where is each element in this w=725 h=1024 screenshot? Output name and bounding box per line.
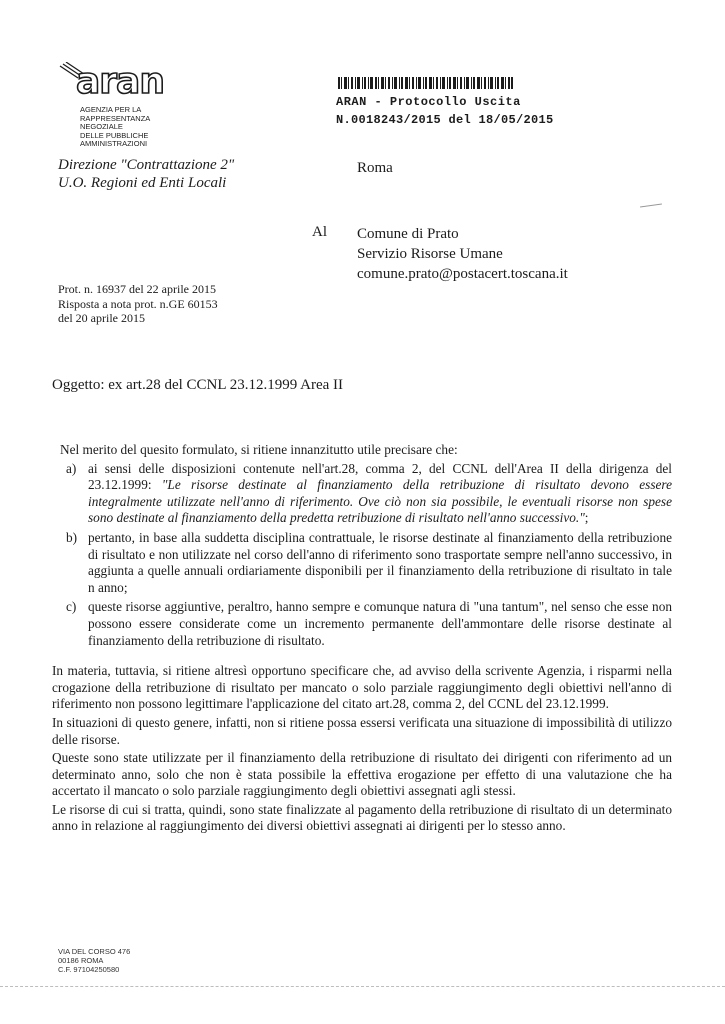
intro-paragraph: Nel merito del quesito formulato, si ritiene innanzitutto utile precisare che: (60, 442, 458, 457)
place: Roma (357, 160, 393, 176)
reply-reference: Risposta a nota prot. n.GE 60153 (58, 296, 218, 311)
body-paragraph: Le risorse di cui si tratta, quindi, sono state finalizzate al pagamento della retribuzione di risultato di un determinato anno in relazione al raggiungimento dei diversi obiettivi assegnati ai dirigenti per lo stesso anno. (52, 801, 672, 834)
list-item (52, 461, 672, 527)
footer-divider (0, 986, 725, 987)
logo-caption: AGENZIA PER LA RAPPRESENTANZA NEGOZIALE DELLE PUBBLICHE AMMINISTRAZIONI (80, 105, 151, 148)
unita-line: U.O. Regioni ed Enti Locali (58, 175, 227, 191)
body-paragraph: In situazioni di questo genere, infatti, non si ritiene possa essersi verificata una situazione di impossibilità di utilizzo delle risorse. (52, 714, 672, 747)
list-marker: a) (66, 460, 77, 476)
item-a-text: ai sensi delle disposizioni contenute nell'art.28, comma 2, del CCNL dell'Area II della dirigenza del 23.12.1999: (88, 460, 672, 493)
list-marker: c) (66, 599, 77, 615)
footer-street: VIA DEL CORSO 476 (58, 947, 131, 956)
aran-logo (58, 62, 188, 149)
footer-address (58, 947, 130, 974)
recipient-name: Comune di Prato (357, 226, 459, 242)
list-item-text: pertanto, in base alla suddetta disciplina contrattuale, le risorse destinate al finanziamento della retribuzione di risultato e non utilizzate nel corso dell'anno di riferimento sono trasportate sempre nell'anno successivo, in aggiunta a quelle annuali ordiariamente disponibili per il finanziamento della retribuzione di risultato in tale n anno; (88, 529, 672, 595)
sender-department (58, 156, 234, 192)
protocol-reference (58, 282, 218, 326)
list-item-text: queste risorse aggiuntive, peraltro, hanno sempre e comunque natura di "una tantum", nel senso che esse non possono essere considerate come un incremento permanente dell'ammontare delle risorse destinate al finanziamento della retribuzione di risultato. (88, 599, 672, 648)
protocol-number: Prot. n. 16937 del 22 aprile 2015 (58, 282, 216, 296)
recipient-email: comune.prato@postacert.toscana.it (357, 266, 568, 282)
stamp-number: N.0018243/2015 del 18/05/2015 (336, 113, 554, 127)
list-item (52, 530, 672, 596)
aran-logo-mark (58, 62, 168, 102)
item-a-quote: "Le risorse destinate al finanziamento della retribuzione di risultato devono essere integralmente utilizzate nell'anno di riferimento. Ove ciò non sia possibile, le eventuali risorse non spese sono destinate al finanziamento della predetta retribuzione di risultato nell'anno successivo." (88, 477, 672, 526)
list-item-text (88, 461, 672, 527)
direzione-line: Direzione "Contrattazione 2" (58, 157, 235, 173)
scan-mark (640, 203, 662, 207)
logo-wordmark: aran (76, 61, 164, 102)
footer-city: 00186 ROMA (58, 956, 104, 965)
recipient-office: Servizio Risorse Umane (357, 246, 503, 262)
list-marker: b) (66, 529, 78, 545)
body-paragraph: In materia, tuttavia, si ritiene altresì opportuno specificare che, ad avviso della scrivente Agenzia, i risparmi nella crogazione della retribuzione di risultato per mancato o solo parziale raggiungimento degli obiettivi nell'anno di riferimento non possono legittimare l'applicazione del citato art.28, comma 2, del CCNL del 23.12.1999. (52, 663, 672, 712)
reply-date: del 20 aprile 2015 (58, 311, 145, 325)
list-item (52, 599, 672, 649)
footer-tax-code: C.F. 97104250580 (58, 965, 120, 974)
item-a-end: ; (584, 510, 589, 526)
recipient-prefix: Al (312, 224, 327, 240)
recipient-address (357, 224, 568, 284)
subject-line: Oggetto: ex art.28 del CCNL 23.12.1999 Area II (52, 377, 344, 393)
body-paragraph: Queste sono state utilizzate per il finanziamento della retribuzione di risultato dei dirigenti con riferimento ad un determinato anno, solo che non è stata possibile la effettiva erogazione per effetto di una valutazione che ha accertato il mancato o solo parziale raggiungimento degli obiettivi assegnati agli stessi. (52, 750, 672, 799)
letter-body (52, 442, 672, 835)
barcode-icon (338, 77, 513, 89)
stamp-title: ARAN - Protocollo Uscita (336, 95, 521, 109)
protocol-stamp (336, 76, 554, 127)
